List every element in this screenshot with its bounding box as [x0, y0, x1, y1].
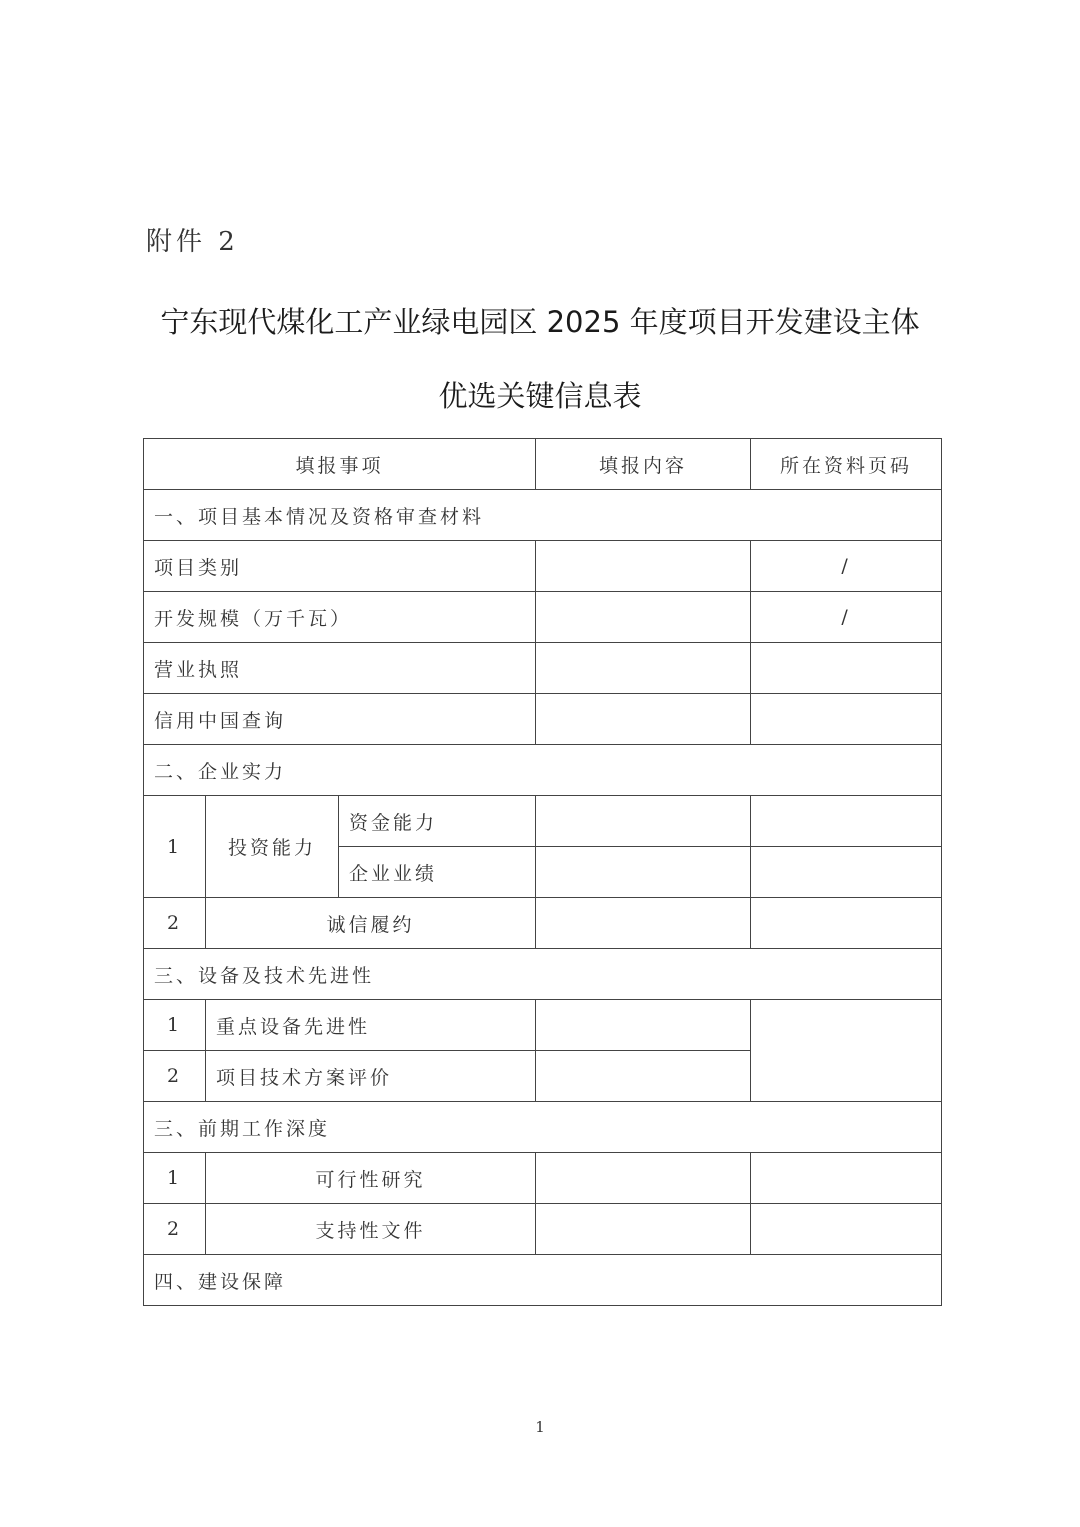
table-row	[144, 694, 942, 745]
row-item: 信用中国查询	[144, 694, 536, 745]
content-cell[interactable]	[536, 847, 751, 898]
document-title-line1: 宁东现代煤化工产业绿电园区 2025 年度项目开发建设主体	[160, 305, 920, 339]
section-title: 三、设备及技术先进性	[144, 949, 942, 1000]
table-row	[144, 541, 942, 592]
table-header-row	[144, 439, 942, 490]
content-cell[interactable]	[536, 541, 751, 592]
row-number: 1	[144, 1153, 206, 1204]
row-sub-item: 资金能力	[339, 796, 536, 847]
table-row	[144, 592, 942, 643]
table-row	[144, 898, 942, 949]
page-cell[interactable]: /	[751, 592, 942, 643]
row-item: 重点设备先进性	[206, 1000, 536, 1051]
table-row	[144, 1000, 942, 1051]
section-title: 二、企业实力	[144, 745, 942, 796]
section-row	[144, 1102, 942, 1153]
content-cell[interactable]	[536, 898, 751, 949]
page-cell[interactable]: /	[751, 541, 942, 592]
content-cell[interactable]	[536, 1000, 751, 1051]
page-number: 1	[535, 1418, 545, 1436]
content-cell[interactable]	[536, 592, 751, 643]
row-sub-item: 企业业绩	[339, 847, 536, 898]
row-number: 2	[144, 1051, 206, 1102]
document-title-line2: 优选关键信息表	[438, 379, 642, 413]
row-item: 诚信履约	[206, 898, 536, 949]
content-cell[interactable]	[536, 1051, 751, 1102]
section-row	[144, 949, 942, 1000]
table-row	[144, 1153, 942, 1204]
header-content: 填报内容	[536, 439, 751, 490]
row-item: 支持性文件	[206, 1204, 536, 1255]
section-title: 一、项目基本情况及资格审查材料	[144, 490, 942, 541]
content-cell[interactable]	[536, 1204, 751, 1255]
page-cell[interactable]	[751, 1000, 942, 1102]
page-cell[interactable]	[751, 898, 942, 949]
page-cell[interactable]	[751, 643, 942, 694]
row-number: 2	[144, 1204, 206, 1255]
table-row	[144, 1204, 942, 1255]
page-cell[interactable]	[751, 796, 942, 847]
row-item: 可行性研究	[206, 1153, 536, 1204]
page-cell[interactable]	[751, 694, 942, 745]
table-row	[144, 643, 942, 694]
content-cell[interactable]	[536, 643, 751, 694]
row-number: 1	[144, 796, 206, 898]
header-page: 所在资料页码	[751, 439, 942, 490]
page-cell[interactable]	[751, 1153, 942, 1204]
row-item: 项目类别	[144, 541, 536, 592]
row-group-item: 投资能力	[206, 796, 339, 898]
section-title: 四、建设保障	[144, 1255, 942, 1306]
table-row	[144, 796, 942, 847]
content-cell[interactable]	[536, 1153, 751, 1204]
page-cell[interactable]	[751, 847, 942, 898]
section-title: 三、前期工作深度	[144, 1102, 942, 1153]
row-number: 1	[144, 1000, 206, 1051]
page-cell[interactable]	[751, 1204, 942, 1255]
row-number: 2	[144, 898, 206, 949]
content-cell[interactable]	[536, 694, 751, 745]
annex-label: 附件 2	[146, 227, 239, 257]
row-item: 营业执照	[144, 643, 536, 694]
content-cell[interactable]	[536, 796, 751, 847]
row-item: 开发规模（万千瓦）	[144, 592, 536, 643]
section-row	[144, 745, 942, 796]
section-row	[144, 1255, 942, 1306]
section-row	[144, 490, 942, 541]
row-item: 项目技术方案评价	[206, 1051, 536, 1102]
header-item: 填报事项	[144, 439, 536, 490]
key-info-table	[143, 438, 942, 1306]
